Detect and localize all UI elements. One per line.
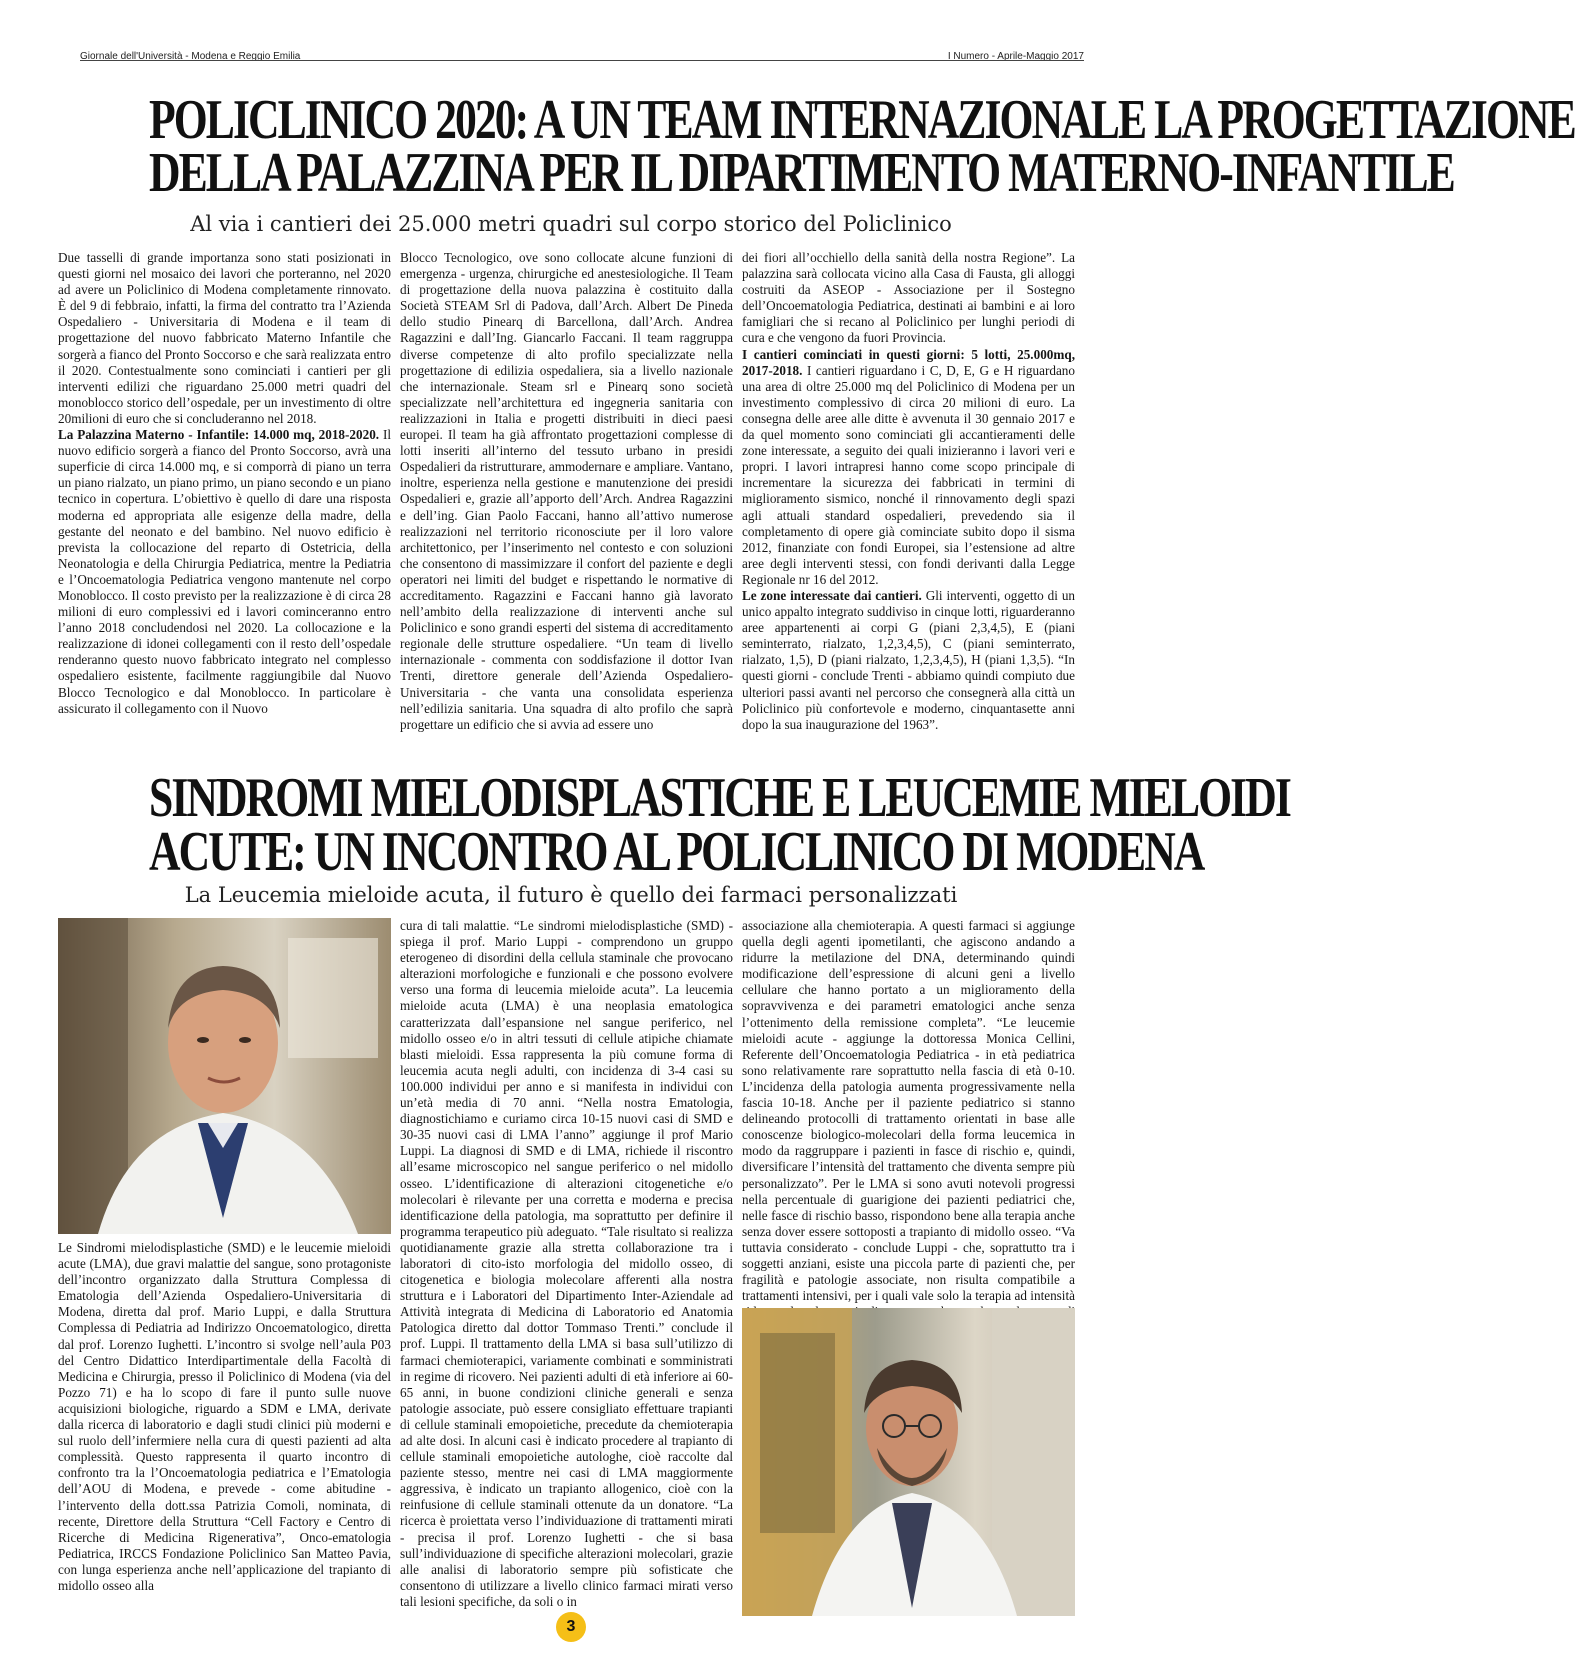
article1-subheadline: Al via i cantieri dei 25.000 metri quadri sul corpo storico del Policlinico: [190, 212, 952, 236]
page-number-badge: 3: [556, 1612, 586, 1642]
article2-subheadline: La Leucemia mieloide acuta, il futuro è quello dei farmaci personalizzati: [184, 883, 958, 907]
article1-column-3: [742, 250, 1075, 730]
article1-headline-line2: DELLA PALAZZINA PER IL DIPARTIMENTO MATERNO-INFANTILE: [149, 142, 1454, 204]
article2-column-3: [742, 918, 1075, 1303]
paragraph-text: Il nuovo edificio sorgerà a fianco del Pronto Soccorso, avrà una superficie di circa 14.000 mq, e si comporrà di piano un terra un piano rialzato, un piano primo, un piano secondo e un piano tecnico in copertura. L’obiettivo è quello di dare una risposta moderna ed appropriata alle esigenze della madre, della gestante del neonato e del bambino. Nel nuovo edificio è prevista la collocazione del reparto di Ostetricia, della Neonatologia e della Chirurgia Pediatrica, mentre la Pediatria e l’Oncoematologia Pediatrica vengono mantenute nel corpo Monoblocco. Il costo previsto per la realizzazione è di circa 28 milioni di euro complessivi ed i lavori cominceranno entro l’anno 2018 concludendosi nel 2020. La collocazione e la realizzazione di idonei collegamenti con il resto dell’ospedale renderanno questo nuovo fabbricato integrato nel complesso ospedaliero esistente, facilmente raggiungibile dal Nuovo Blocco Tecnologico e dal Monoblocco. In particolare è assicurato il collegamento con il Nuovo: [58, 427, 392, 716]
article2-column-2: [400, 918, 733, 1623]
paragraph: cura di tali malattie. “Le sindromi mielodisplastiche (SMD) - spiega il prof. Mario Luppi - comprendono un gruppo eterogeneo di disordini della cellula staminale che provocano alterazioni morfologiche e funzionali e che possono evolvere verso una forma di leucemia mieloide acuta”. La leucemia mieloide acuta (LMA) è una neoplasia ematologica caratterizzata dall’espansione nel sangue periferico, nel midollo osseo e/o in altri tessuti di cellule atipiche chiamate blasti mieloidi. Essa rappresenta la più comune forma di leucemia acuta negli adulti, con incidenza di 3-4 casi su 100.000 individui per anno e si manifesta in individui con un’età media di 70 anni. “Nella nostra Ematologia, diagnostichiamo e curiamo circa 10-15 nuovi casi di SMD e 30-35 nuovi casi di LMA l’anno” aggiunge il prof Mario Luppi. La diagnosi di SMD e di LMA, richiede il riscontro all’esame microscopico nel sangue periferico o nel midollo osseo. L’identificazione di alterazioni citogenetiche e/o molecolari è rilevante per una corretta e moderna e precisa identificazione della patologia, ma soprattutto per definire il programma terapeutico più adeguato. “Tale risultato si realizza quotidianamente grazie alla stretta collaborazione tra i laboratori di cito-isto morfologia del midollo osseo, di citogenetica e biologia molecolare afferenti alla nostra struttura e i Laboratori del Dipartimento Inter-Aziendale ad Attività integrata di Medicina di Laboratorio ed Anatomia Patologica diretto dal dottor Tommaso Trenti.” conclude il prof. Luppi. Il trattamento della LMA si basa sull’utilizzo di farmaci chemioterapici, variamente combinati e somministrati in regime di ricovero. Nei pazienti adulti di età inferiore ai 60-65 anni, in buone condizioni cliniche generali e senza patologie associate, può essere consigliato effettuare trapianti di cellule staminali emopoietiche, precedute da chemioterapia ad alte dosi. In alcuni casi è indicato procedere al trapianto di cellule staminali emopoietiche autologhe, cioè raccolte dal paziente stesso, mentre nei casi di LMA maggiormente aggressiva, è indicato un trapianto allogenico, cioè con la reinfusione di cellule staminali ottenute da un donatore. “La ricerca è proiettata verso l’individuazione di trattamenti mirati - precisa il prof. Lorenzo Iughetti - che si basa sull’individuazione di specifiche alterazioni molecolari, grazie alle analisi di laboratorio sempre più sofisticate che consentono di utilizzare a livello clinico farmaci mirati verso tali lesioni specifiche, da soli o in: [400, 918, 733, 1609]
portrait-photo-doctor: [58, 918, 391, 1234]
portrait-photo-professor: [742, 1308, 1075, 1616]
article2-headline-line2: ACUTE: UN INCONTRO AL POLICLINICO DI MODENA: [149, 821, 1204, 883]
publication-name: Giornale dell'Università - Modena e Reggio Emilia: [80, 51, 301, 62]
article2-column-1: [58, 1240, 391, 1625]
paragraph: dei fiori all’occhiello della sanità della nostra Regione”. La palazzina sarà collocata vicino alla Casa di Fausta, gli alloggi costruiti da ASEOP - Associazione per il Sostegno dell’Oncoematologia Pediatrica, destinati ai bambini e ai loro famigliari che si recano al Policlinico per lunghi periodi di cura e che vengono da fuori Provincia.: [742, 250, 1075, 346]
article2-headline-line1: SINDROMI MIELODISPLASTICHE E LEUCEMIE MIELOIDI: [149, 767, 1290, 829]
portrait-illustration: [742, 1308, 1075, 1616]
paragraph: Le Sindromi mielodisplastiche (SMD) e le leucemie mieloidi acute (LMA), due gravi malattie del sangue, sono protagoniste dell’incontro organizzato dalla Struttura Complessa di Ematologia dell’Azienda Ospedaliero-Universitaria di Modena, diretta dal prof. Mario Luppi, e dalla Struttura Complessa di Pediatria ad Indirizzo Oncoematologico, diretta dal prof. Lorenzo Iughetti. L’incontro si svolge nell’aula P03 del Centro Didattico Interdipartimentale della Facoltà di Medicina e Chirurgia, presso il Policlinico di Modena (via del Pozzo 71) e ha lo scopo di fare il punto sulle nuove acquisizioni biologiche, riguardo a SDM e LMA, derivate dalla ricerca di laboratorio e dagli studi clinici più moderni e sul ruolo dell’infermiere nella cura di questi pazienti ad alta complessità. Questo rappresenta il quarto incontro di confronto tra la l’Oncoematologia pediatrica e l’Ematologia dell’AOU di Modena, e prevede - come abitudine - l’intervento della dott.ssa Patrizia Comoli, nominata, di recente, Direttore della Struttura “Cell Factory e Centro di Ricerche di Medicina Rigenerativa”, Onco-ematologia Pediatrica, IRCCS Fondazione Policlinico San Matteo Pavia, con lunga esperienza anche nell’applicazione del trapianto di midollo osseo alla: [58, 1240, 391, 1593]
paragraph-text: I cantieri riguardano i C, D, E, G e H riguardano una area di oltre 25.000 mq del Policlinico di Modena per un investimento complessivo di circa 20 milioni di euro. La consegna delle aree alle ditte è avvenuta il 30 gennaio 2017 e da quel momento sono cominciati gli accantieramenti delle zone interessate, a seguito dei quali inizieranno i lavori veri e propri. I lavori intrapresi hanno come scopo principale di incrementare la sicurezza dei fabbricati in termini di miglioramento sismico, nonché il rinnovamento degli spazi agli attuali standard ospedalieri, prevedendo sia il completamento di opere già cominciate subito dopo il sisma 2012, finanziate con fondi Europei, sia l’estensione ad altre aree degli interventi stessi, con fondi derivanti dalla Legge Regionale nr 16 del 2012.: [742, 362, 1075, 587]
portrait-illustration: [58, 918, 391, 1234]
paragraph: [742, 347, 1075, 588]
paragraph: [58, 427, 391, 717]
section-heading: La Palazzina Materno - Infantile: 14.000 mq, 2018-2020.: [58, 427, 380, 443]
section-heading: I cantieri cominciati in questi giorni: 5 lotti, 25.000mq, 2017-2018.: [742, 346, 1075, 378]
issue-info: I Numero - Aprile-Maggio 2017: [947, 51, 1084, 62]
article1-column-1: [58, 250, 391, 730]
paragraph: Blocco Tecnologico, ove sono collocate alcune funzioni di emergenza - urgenza, chirurgiche ed anestesiologiche. Il Team di progettazione della nuova palazzina è costituito dalla Società STEAM Srl di Padova, dall’Arch. Albert De Pineda dello studio Pinearq di Barcellona, dall’Arch. Andrea Ragazzini e dall’Ing. Giancarlo Faccani. Il team raggruppa diverse competenze di alto profilo specializzate nella progettazione di edilizia ospedaliera, sia a livello nazionale che internazionale. Steam srl e Pinearq sono società specializzate nell’architettura ed ingegneria sanitaria con realizzazioni in Italia e progetti distribuiti in dieci paesi europei. Il team ha già affrontato progettazioni complesse di lotti inseriti all’interno del tessuto urbano in presidi Ospedalieri da ristrutturare, ammodernare e ampliare. Vantano, inoltre, esperienza nella gestione e manutenzione dei presidi Ospedalieri e, grazie all’apporto dell’Arch. Andrea Ragazzini e dell’ing. Gian Paolo Faccani, hanno all’attivo numerose realizzazioni nel territorio riconosciute per il loro valore architettonico, per l’inserimento nel contesto e con soluzioni che consentono di massimizzare il confort del paziente e degli operatori nei limiti del budget e rispettando le normative di accreditamento. Ragazzini e Faccani hanno già lavorato nell’ambito della realizzazione di interventi anche sul Policlinico e sono grandi esperti del sistema di accreditamento regionale delle strutture ospedaliere. “Un team di livello internazionale - commenta con soddisfazione il dottor Ivan Trenti, direttore generale dell’Azienda Ospedaliero-Universitaria - che vanta una consolidata esperienza nell’edilizia sanitaria. Una squadra di alto profilo che saprà progettare un edificio che si avvia ad essere uno: [400, 250, 733, 732]
article1-headline-line1: POLICLINICO 2020: A UN TEAM INTERNAZIONALE LA PROGETTAZIONE: [149, 89, 1575, 151]
section-heading: Le zone interessate dai cantieri.: [742, 587, 922, 603]
header-divider: [80, 60, 1084, 61]
paragraph: Due tasselli di grande importanza sono stati posizionati in questi giorni nel mosaico dei lavori che porteranno, nel 2020 ad avere un Policlinico di Modena completamente rinnovato. È del 9 di febbraio, infatti, la firma del contratto tra l’Azienda Ospedaliero - Universitaria di Modena e il team di progettazione del nuovo fabbricato Materno Infantile che sorgerà a fianco del Pronto Soccorso e che sarà realizzata entro il 2020. Contestualmente sono cominciati i cantieri per gli interventi edilizi che riguardano 25.000 metri quadri del monoblocco storico dell’ospedale, per un investimento di oltre 20milioni di euro che si concluderanno nel 2018.: [58, 250, 391, 426]
paragraph: associazione alla chemioterapia. A questi farmaci si aggiunge quella degli agenti ipometilanti, che agiscono andando a ridurre la metilazione del DNA, determinando quindi modificazione dell’espressione di alcuni geni a livello cellulare che hanno portato a un miglioramento della sopravvivenza e dei parametri ematologici anche senza l’ottenimento della remissione completa”. “Le leucemie mieloidi acute - aggiunge la dottoressa Monica Cellini, Referente dell’Oncoematologia Pediatrica - in età pediatrica sono relativamente rare soprattutto nella fascia di età 0-10. L’incidenza della patologia aumenta progressivamente nella fascia 10-18. Anche per il paziente pediatrico si stanno delineando protocolli di trattamento orientati in base alle conoscenze biologico-molecolari della forma leucemica in modo da raggruppare i pazienti in fasce di rischio e, quindi, diversificare l’intensità del trattamento che diventa sempre più personalizzato”. Per le LMA si sono avuti notevoli progressi nella percentuale di guarigione dei pazienti pediatrici che, nelle fasce di rischio basso, rispondono bene alla terapia anche senza dover essere sottoposti a trapianto di midollo osseo. “Va tuttavia considerato - conclude Luppi - che, soprattutto tra i soggetti anziani, esiste una piccola parte di pazienti che, per fragilità e patologie associate, non risulta compatibile a trattamenti intensivi, per i quali vale solo la terapia ad intensità: [742, 918, 1075, 1304]
paragraph: [742, 588, 1075, 733]
article1-column-2: [400, 250, 733, 730]
paragraph-text: Gli interventi, oggetto di un unico appalto integrato suddiviso in cinque lotti, riguarderanno aree appartenenti ai corpi G (piani 2,3,4,5), E (piani seminterrato, rialzato, 1,2,3,4,5), C (piani seminterrato, rialzato, 1,5), D (piani rialzato, 1,2,3,4,5), H (piani 1,3,5). “In questi giorni - conclude Trenti - abbiamo quindi compiuto due ulteriori passi avanti nel percorso che consegnerà alla città un Policlinico più confortevole e moderno, cinquantasette anni dopo la sua inaugurazione del 1963”.: [742, 587, 1076, 732]
